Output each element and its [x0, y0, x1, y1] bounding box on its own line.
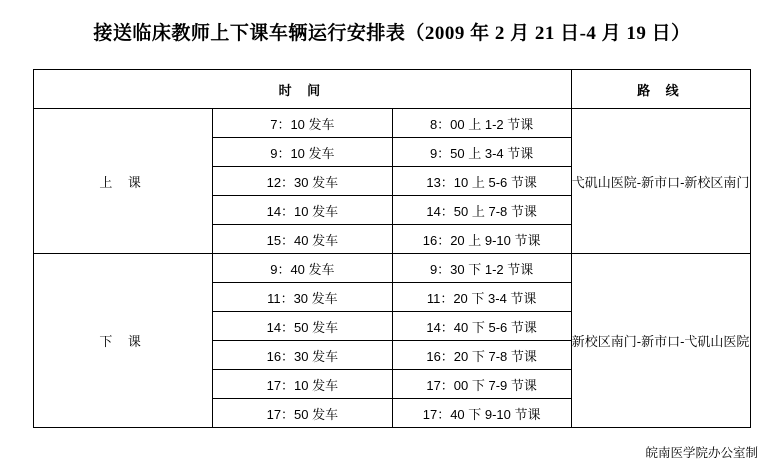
page-title: 接送临床教师上下课车辆运行安排表（2009 年 2 月 21 日-4 月 19 日）: [93, 23, 691, 44]
class-period: 9：50 上 3-4 节课: [392, 138, 571, 167]
route-text-0: 弋矶山医院-新市口-新校区南门: [571, 109, 750, 254]
class-period: 14：50 上 7-8 节课: [392, 196, 571, 225]
class-period: 11：20 下 3-4 节课: [392, 283, 571, 312]
class-period: 9：30 下 1-2 节课: [392, 254, 571, 283]
header-route: 路 线: [571, 70, 750, 109]
departure-time: 14：10 发车: [213, 196, 392, 225]
footer-note: 皖南医学院办公室制: [645, 446, 758, 460]
departure-time: 17：10 发车: [213, 370, 392, 399]
session-label-1: 下 课: [34, 254, 213, 428]
departure-time: 9：10 发车: [213, 138, 392, 167]
class-period: 16：20 上 9-10 节课: [392, 225, 571, 254]
header-time: 时 间: [34, 70, 572, 109]
table-header-row: [34, 70, 751, 109]
class-period: 8：00 上 1-2 节课: [392, 109, 571, 138]
departure-time: 17：50 发车: [213, 399, 392, 428]
departure-time: 9：40 发车: [213, 254, 392, 283]
departure-time: 14：50 发车: [213, 312, 392, 341]
class-period: 17：00 下 7-9 节课: [392, 370, 571, 399]
departure-time: 15：40 发车: [213, 225, 392, 254]
departure-time: 16：30 发车: [213, 341, 392, 370]
class-period: 13：10 上 5-6 节课: [392, 167, 571, 196]
table-row: [34, 109, 751, 138]
class-period: 17：40 下 9-10 节课: [392, 399, 571, 428]
session-label-0: 上 课: [34, 109, 213, 254]
route-text-1: 新校区南门-新市口-弋矶山医院: [571, 254, 750, 428]
class-period: 16：20 下 7-8 节课: [392, 341, 571, 370]
schedule-table: [33, 69, 751, 428]
schedule-table-container: [33, 69, 751, 428]
table-row: [34, 254, 751, 283]
class-period: 14：40 下 5-6 节课: [392, 312, 571, 341]
departure-time: 11：30 发车: [213, 283, 392, 312]
departure-time: 12：30 发车: [213, 167, 392, 196]
departure-time: 7：10 发车: [213, 109, 392, 138]
